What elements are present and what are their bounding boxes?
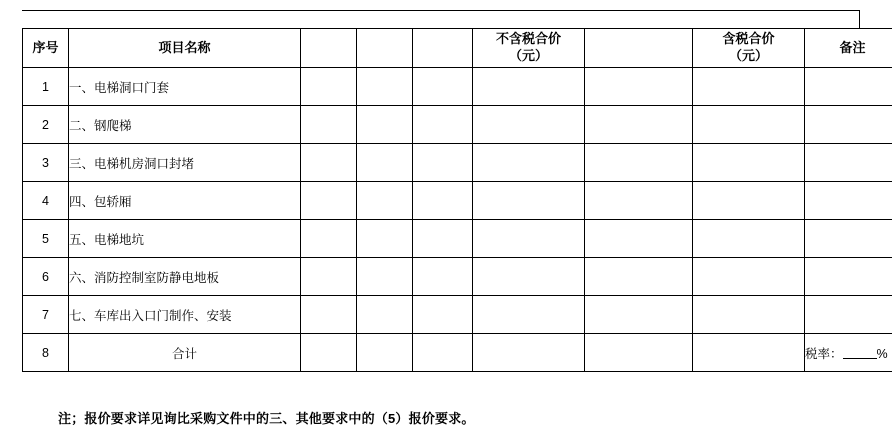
tax-rate-input-line[interactable] — [843, 347, 877, 359]
row-remark[interactable] — [805, 144, 892, 182]
row-cell-blank-1[interactable] — [301, 68, 357, 106]
row-cell-blank-2[interactable] — [357, 182, 413, 220]
header-cell-blank-2 — [357, 29, 413, 68]
row-item-name: 五、电梯地坑 — [69, 220, 301, 258]
row-incl-tax-total[interactable] — [693, 220, 805, 258]
row-no: 4 — [23, 182, 69, 220]
table-row — [23, 220, 892, 258]
header-cell-excl-tax-total — [473, 29, 585, 68]
header-cell-item-name: 项目名称 — [69, 29, 301, 68]
row-remark[interactable] — [805, 106, 892, 144]
row-cell-blank-4[interactable] — [585, 144, 693, 182]
header-cell-no: 序号 — [23, 29, 69, 68]
row-no: 3 — [23, 144, 69, 182]
row-item-name: 三、电梯机房洞口封堵 — [69, 144, 301, 182]
row-incl-tax-total[interactable] — [693, 144, 805, 182]
total-incl-tax-total[interactable] — [693, 334, 805, 372]
row-remark[interactable] — [805, 182, 892, 220]
header-excl-tax-line2: （元） — [508, 48, 548, 63]
quotation-table-container — [22, 28, 888, 372]
row-item-name: 二、钢爬梯 — [69, 106, 301, 144]
header-incl-tax-line1: 含税合价 — [722, 31, 775, 47]
row-item-name: 一、电梯洞口门套 — [69, 68, 301, 106]
row-incl-tax-total[interactable] — [693, 296, 805, 334]
header-excl-tax-line1: 不含税合价 — [495, 31, 561, 47]
row-cell-blank-4[interactable] — [585, 296, 693, 334]
row-remark[interactable] — [805, 68, 892, 106]
row-cell-blank-3[interactable] — [413, 182, 473, 220]
row-cell-blank-3[interactable] — [413, 106, 473, 144]
header-cell-blank-1 — [301, 29, 357, 68]
total-cell-blank-1[interactable] — [301, 334, 357, 372]
row-cell-blank-4[interactable] — [585, 220, 693, 258]
row-cell-blank-1[interactable] — [301, 220, 357, 258]
row-remark[interactable] — [805, 258, 892, 296]
row-no: 2 — [23, 106, 69, 144]
row-item-name: 六、消防控制室防静电地板 — [69, 258, 301, 296]
row-excl-tax-total[interactable] — [473, 258, 585, 296]
row-cell-blank-4[interactable] — [585, 106, 693, 144]
quotation-note: 注；报价要求详见询比采购文件中的三、其他要求中的（5）报价要求。 — [58, 411, 475, 426]
row-incl-tax-total[interactable] — [693, 68, 805, 106]
header-cell-remark: 备注 — [805, 29, 892, 68]
table-row — [23, 68, 892, 106]
header-cell-incl-tax-total — [693, 29, 805, 68]
row-cell-blank-1[interactable] — [301, 106, 357, 144]
total-cell-blank-2[interactable] — [357, 334, 413, 372]
header-cell-blank-3 — [413, 29, 473, 68]
row-remark[interactable] — [805, 220, 892, 258]
row-cell-blank-3[interactable] — [413, 144, 473, 182]
row-cell-blank-2[interactable] — [357, 220, 413, 258]
row-incl-tax-total[interactable] — [693, 182, 805, 220]
tax-rate-unit: % — [876, 346, 888, 361]
table-row — [23, 182, 892, 220]
row-cell-blank-4[interactable] — [585, 68, 693, 106]
total-cell-blank-3[interactable] — [413, 334, 473, 372]
total-excl-tax-total[interactable] — [473, 334, 585, 372]
row-incl-tax-total[interactable] — [693, 106, 805, 144]
table-row — [23, 106, 892, 144]
row-cell-blank-3[interactable] — [413, 258, 473, 296]
row-cell-blank-1[interactable] — [301, 296, 357, 334]
row-cell-blank-1[interactable] — [301, 182, 357, 220]
row-excl-tax-total[interactable] — [473, 144, 585, 182]
row-no: 7 — [23, 296, 69, 334]
row-cell-blank-1[interactable] — [301, 144, 357, 182]
row-excl-tax-total[interactable] — [473, 182, 585, 220]
row-excl-tax-total[interactable] — [473, 106, 585, 144]
row-cell-blank-2[interactable] — [357, 296, 413, 334]
row-cell-blank-4[interactable] — [585, 258, 693, 296]
row-cell-blank-2[interactable] — [357, 258, 413, 296]
table-header-row — [23, 29, 892, 68]
total-cell-blank-4[interactable] — [585, 334, 693, 372]
row-cell-blank-3[interactable] — [413, 296, 473, 334]
page-top-rule — [22, 10, 860, 11]
table-total-row — [23, 334, 892, 372]
header-incl-tax-line2: （元） — [728, 48, 768, 63]
row-remark[interactable] — [805, 296, 892, 334]
row-cell-blank-3[interactable] — [413, 68, 473, 106]
table-row — [23, 144, 892, 182]
row-excl-tax-total[interactable] — [473, 68, 585, 106]
row-excl-tax-total[interactable] — [473, 220, 585, 258]
total-remark-tax-rate[interactable] — [805, 334, 892, 372]
table-row — [23, 258, 892, 296]
tax-rate-label: 税率： — [805, 346, 843, 361]
page-top-right-tick — [859, 10, 860, 28]
row-no: 1 — [23, 68, 69, 106]
row-incl-tax-total[interactable] — [693, 258, 805, 296]
row-no: 6 — [23, 258, 69, 296]
row-cell-blank-2[interactable] — [357, 68, 413, 106]
row-excl-tax-total[interactable] — [473, 296, 585, 334]
row-item-name: 七、车库出入口门制作、安装 — [69, 296, 301, 334]
total-row-label: 合计 — [69, 334, 301, 372]
quotation-table — [22, 28, 892, 372]
header-cell-blank-4 — [585, 29, 693, 68]
row-cell-blank-1[interactable] — [301, 258, 357, 296]
row-item-name: 四、包轿厢 — [69, 182, 301, 220]
row-no: 5 — [23, 220, 69, 258]
row-cell-blank-2[interactable] — [357, 106, 413, 144]
row-cell-blank-2[interactable] — [357, 144, 413, 182]
table-row — [23, 296, 892, 334]
row-cell-blank-4[interactable] — [585, 182, 693, 220]
total-row-no: 8 — [23, 334, 69, 372]
row-cell-blank-3[interactable] — [413, 220, 473, 258]
